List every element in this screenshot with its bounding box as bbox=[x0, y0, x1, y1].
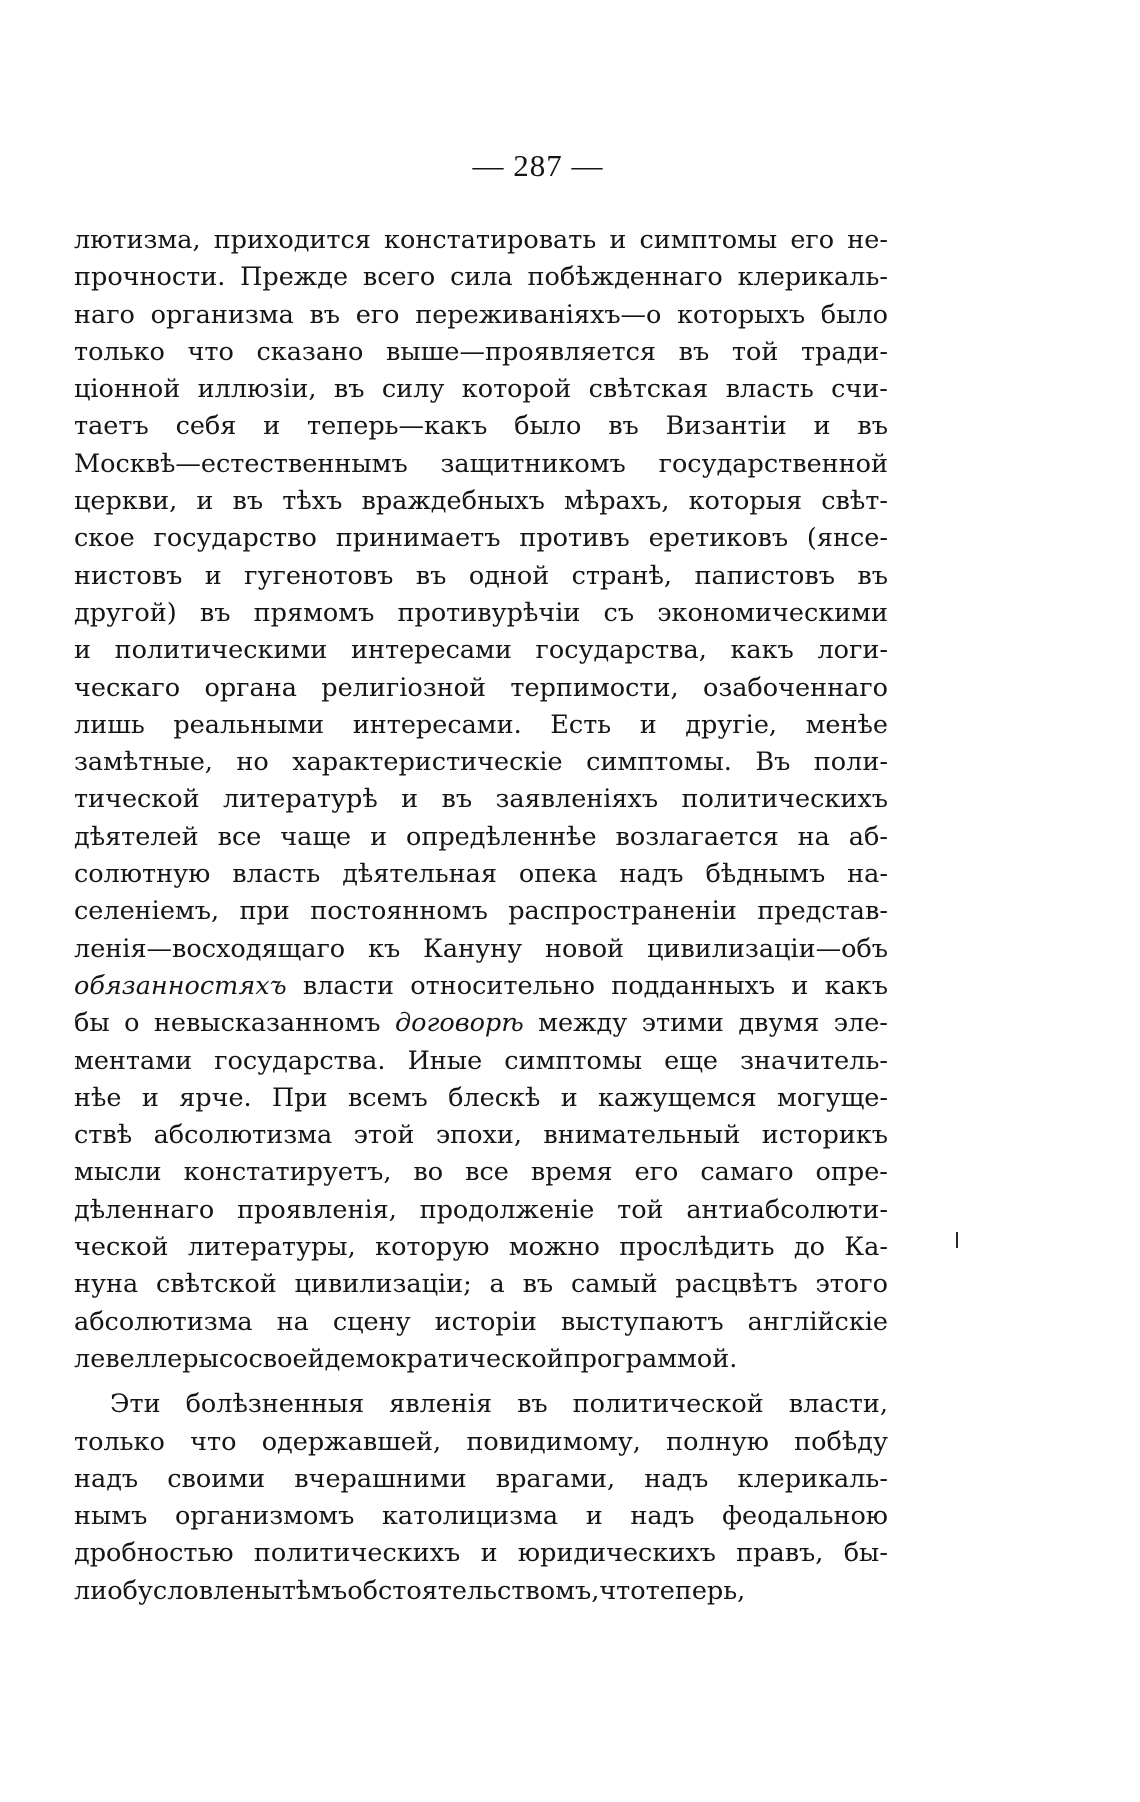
word: опредѣленнѣе bbox=[406, 821, 597, 852]
body-text bbox=[74, 222, 888, 1610]
text-line bbox=[74, 1386, 888, 1423]
paragraph bbox=[74, 1386, 888, 1610]
word: силу bbox=[381, 374, 445, 405]
word: программой. bbox=[563, 1343, 738, 1374]
word: таетъ bbox=[74, 411, 149, 442]
word: государственной bbox=[658, 448, 888, 479]
word: и bbox=[791, 970, 809, 1001]
word: ствѣ bbox=[74, 1120, 133, 1151]
word: дробностью bbox=[74, 1538, 234, 1569]
word: значитель- bbox=[740, 1045, 888, 1076]
word: подданныхъ bbox=[611, 970, 776, 1001]
word: нуна bbox=[74, 1269, 139, 1300]
word: въ bbox=[309, 299, 341, 330]
word: власть bbox=[232, 859, 321, 890]
text-line bbox=[74, 222, 888, 259]
word: до bbox=[793, 1232, 825, 1263]
word: себя bbox=[175, 411, 237, 442]
word: одной bbox=[468, 560, 550, 591]
page-number: — 287 — bbox=[472, 148, 604, 183]
word: надъ bbox=[644, 1463, 709, 1494]
word: органа bbox=[204, 672, 297, 703]
text-line bbox=[74, 1341, 888, 1378]
text-line bbox=[74, 1535, 888, 1572]
word: въ bbox=[608, 411, 639, 442]
word: феодальною bbox=[722, 1501, 888, 1532]
word: все bbox=[217, 821, 262, 852]
word: клерикаль- bbox=[737, 1463, 888, 1494]
word: врагами, bbox=[495, 1463, 616, 1494]
word: При bbox=[272, 1082, 328, 1113]
word: поли- bbox=[813, 747, 888, 778]
text-line bbox=[74, 520, 888, 557]
word: въ bbox=[441, 784, 473, 815]
word: заявленіяхъ bbox=[495, 784, 659, 815]
word: которой bbox=[461, 374, 572, 405]
word: какъ bbox=[824, 970, 888, 1001]
word: нымъ bbox=[74, 1501, 148, 1532]
word: и bbox=[560, 1082, 578, 1113]
word: ли bbox=[74, 1575, 108, 1606]
paragraph bbox=[74, 222, 888, 1378]
word: мѣрахъ, bbox=[564, 486, 670, 517]
word: антиабсолюти- bbox=[686, 1194, 888, 1225]
word: другой) bbox=[74, 597, 177, 628]
word: аб- bbox=[848, 821, 888, 852]
word: и bbox=[196, 486, 214, 517]
word: странѣ, bbox=[571, 560, 673, 591]
word: государства. bbox=[214, 1045, 386, 1076]
word: Въ bbox=[755, 747, 791, 778]
word: въ bbox=[232, 486, 264, 517]
word: выше—проявляется bbox=[386, 336, 656, 367]
word: сцену bbox=[332, 1306, 411, 1337]
word: въ bbox=[678, 336, 710, 367]
word: противъ bbox=[519, 523, 630, 554]
word: и bbox=[585, 1501, 603, 1532]
word: а bbox=[489, 1269, 505, 1300]
word: на- bbox=[847, 859, 888, 890]
word: абсолютизма bbox=[74, 1306, 253, 1337]
word: все bbox=[465, 1157, 509, 1188]
word: мысли bbox=[74, 1157, 162, 1188]
word: въ bbox=[857, 560, 888, 591]
text-line bbox=[74, 931, 888, 968]
word: новой bbox=[545, 933, 625, 964]
word: ярче. bbox=[179, 1082, 252, 1113]
word: государства, bbox=[535, 635, 707, 666]
word: той bbox=[731, 336, 779, 367]
word: литературы, bbox=[187, 1232, 356, 1263]
word: распространеніи bbox=[508, 896, 737, 927]
word: исторіи bbox=[434, 1306, 537, 1337]
word: его bbox=[355, 299, 400, 330]
word: историкъ bbox=[761, 1120, 888, 1151]
word: католицизма bbox=[381, 1501, 559, 1532]
word: государство bbox=[153, 523, 317, 554]
word: литературѣ bbox=[223, 784, 378, 815]
word: ческаго bbox=[74, 672, 181, 703]
word: церкви, bbox=[74, 486, 178, 517]
word: которыхъ bbox=[677, 299, 806, 330]
word: политической bbox=[572, 1389, 764, 1420]
text-line bbox=[74, 297, 888, 334]
word: цивилизаціи; bbox=[294, 1269, 472, 1300]
word: той bbox=[617, 1194, 664, 1225]
word: вчерашними bbox=[294, 1463, 467, 1494]
text-line bbox=[74, 1229, 888, 1266]
word: въ bbox=[199, 597, 231, 628]
word: защитникомъ bbox=[440, 448, 626, 479]
word: реальными bbox=[173, 709, 325, 740]
word: было bbox=[514, 411, 582, 442]
word: нѣе bbox=[74, 1082, 122, 1113]
word: счи- bbox=[831, 374, 888, 405]
word: въ bbox=[517, 1389, 548, 1420]
word: солютную bbox=[74, 859, 211, 890]
word: можно bbox=[508, 1232, 600, 1263]
word: опре- bbox=[815, 1157, 888, 1188]
text-line bbox=[74, 893, 888, 930]
word: лютизма, bbox=[74, 225, 201, 255]
word: и bbox=[204, 560, 222, 591]
word: выступаютъ bbox=[560, 1306, 724, 1337]
word: абсолютизма bbox=[153, 1120, 333, 1151]
word: симптомы bbox=[504, 1045, 642, 1076]
word: невысказанномъ bbox=[153, 1008, 381, 1039]
word: Эти bbox=[110, 1389, 161, 1420]
word: внимательный bbox=[543, 1120, 741, 1151]
word: обусловлены bbox=[107, 1575, 282, 1606]
word: сила bbox=[450, 262, 513, 293]
word: самый bbox=[570, 1269, 658, 1300]
word: (янсе- bbox=[806, 523, 888, 554]
word: и bbox=[370, 821, 388, 852]
word: власти, bbox=[788, 1389, 888, 1420]
word: въ bbox=[333, 374, 365, 405]
word: было bbox=[820, 299, 888, 330]
word: своими bbox=[167, 1463, 266, 1494]
text-line bbox=[74, 1117, 888, 1154]
paragraph-gap bbox=[74, 1378, 888, 1386]
text-line bbox=[74, 595, 888, 632]
word: и bbox=[141, 1082, 159, 1113]
word: Ка- bbox=[844, 1232, 888, 1263]
word: полную bbox=[666, 1426, 769, 1457]
word: власти bbox=[302, 970, 395, 1001]
word: и bbox=[401, 784, 419, 815]
word: враждебныхъ bbox=[361, 486, 545, 517]
word: наго bbox=[74, 299, 135, 330]
word: Москвѣ—естественнымъ bbox=[74, 448, 408, 479]
word: на bbox=[276, 1306, 309, 1337]
word: этой bbox=[353, 1120, 415, 1151]
word: о bbox=[124, 1008, 140, 1039]
word: ческой bbox=[74, 1232, 169, 1263]
word: Кануну bbox=[423, 933, 523, 964]
word: расцвѣтъ bbox=[675, 1269, 798, 1300]
word: возлагается bbox=[615, 821, 779, 852]
word: прямомъ bbox=[253, 597, 375, 628]
word: при bbox=[239, 896, 290, 927]
word: бы bbox=[74, 1008, 110, 1039]
word: надъ bbox=[74, 1463, 139, 1494]
word: цивилизаціи—объ bbox=[646, 933, 888, 964]
word: эле- bbox=[833, 1008, 888, 1039]
word: чаще bbox=[280, 821, 352, 852]
word: дѣятелей bbox=[74, 821, 199, 852]
word: тради- bbox=[800, 336, 888, 367]
word: констатируетъ, bbox=[183, 1157, 392, 1188]
word: побѣжденнаго bbox=[527, 262, 723, 293]
word: юридическихъ bbox=[517, 1538, 716, 1569]
word: сказано bbox=[256, 336, 364, 367]
word: противурѣчіи bbox=[397, 597, 581, 628]
word: организма bbox=[150, 299, 294, 330]
word: что bbox=[187, 336, 234, 367]
word: что bbox=[190, 1426, 237, 1457]
word: правъ, bbox=[736, 1538, 824, 1569]
text-line bbox=[74, 1266, 888, 1303]
text-line bbox=[74, 408, 888, 445]
print-mark bbox=[956, 1232, 958, 1248]
word: организмомъ bbox=[174, 1501, 355, 1532]
word: свѣт- bbox=[821, 486, 888, 517]
word: тической bbox=[74, 784, 200, 815]
word: и bbox=[609, 225, 627, 255]
text-line bbox=[74, 1154, 888, 1191]
emphasized-word: договорѣ bbox=[394, 1008, 524, 1039]
word: проявленія, bbox=[237, 1194, 397, 1225]
word: въ bbox=[857, 411, 888, 442]
word: только bbox=[74, 336, 165, 367]
word: но bbox=[236, 747, 269, 778]
word: болѣзненныя bbox=[185, 1389, 365, 1420]
word: бѣднымъ bbox=[705, 859, 826, 890]
word: констатировать bbox=[384, 225, 597, 255]
text-line bbox=[74, 819, 888, 856]
text-line bbox=[74, 632, 888, 669]
word: со bbox=[218, 1343, 249, 1374]
word: и bbox=[480, 1538, 498, 1569]
word: ленія—восходящаго bbox=[74, 933, 346, 964]
word: симптомы. bbox=[586, 747, 732, 778]
word: кажущемся bbox=[598, 1082, 757, 1113]
word: Византіи bbox=[665, 411, 787, 442]
emphasized-word: обязанностяхъ bbox=[74, 970, 287, 1001]
word: ментами bbox=[74, 1045, 193, 1076]
word: нистовъ bbox=[74, 560, 183, 591]
word: логи- bbox=[817, 635, 888, 666]
word: переживаніяхъ—о bbox=[415, 299, 662, 330]
word: теперь—какъ bbox=[307, 411, 488, 442]
word: Прежде bbox=[240, 262, 349, 293]
text-line bbox=[74, 558, 888, 595]
word: и bbox=[813, 411, 831, 442]
word: между bbox=[538, 1008, 628, 1039]
word: экономическими bbox=[657, 597, 888, 628]
word: селеніемъ, bbox=[74, 896, 220, 927]
word: озабоченнаго bbox=[702, 672, 888, 703]
word: постоянномъ bbox=[310, 896, 488, 927]
word: власть bbox=[725, 374, 814, 405]
text-line bbox=[74, 1080, 888, 1117]
word: другіе, bbox=[685, 709, 778, 740]
word: еще bbox=[664, 1045, 718, 1076]
text-line bbox=[74, 968, 888, 1005]
word: съ bbox=[603, 597, 635, 628]
text-line bbox=[74, 1424, 888, 1461]
text-line bbox=[74, 371, 888, 408]
word: всего bbox=[362, 262, 436, 293]
text-line bbox=[74, 707, 888, 744]
text-line bbox=[74, 744, 888, 781]
text-line bbox=[74, 856, 888, 893]
word: этого bbox=[815, 1269, 888, 1300]
word: тѣхъ bbox=[282, 486, 343, 517]
text-line bbox=[74, 446, 888, 483]
word: еретиковъ bbox=[648, 523, 789, 554]
word: какъ bbox=[730, 635, 794, 666]
text-line bbox=[74, 1192, 888, 1229]
word: его bbox=[634, 1157, 679, 1188]
text-line bbox=[74, 781, 888, 818]
word: всемъ bbox=[347, 1082, 428, 1113]
word: могуще- bbox=[777, 1082, 888, 1113]
word: менѣе bbox=[805, 709, 888, 740]
word: въ bbox=[522, 1269, 554, 1300]
word: терпимости, bbox=[510, 672, 679, 703]
word: принимаетъ bbox=[335, 523, 501, 554]
word: замѣтные, bbox=[74, 747, 213, 778]
word: надъ bbox=[630, 1501, 695, 1532]
word: интересами. bbox=[352, 709, 522, 740]
word: политическими bbox=[114, 635, 328, 666]
word: явленія bbox=[389, 1389, 493, 1420]
word: Есть bbox=[550, 709, 612, 740]
word: и bbox=[639, 709, 657, 740]
word: блескѣ bbox=[448, 1082, 541, 1113]
word: представ- bbox=[757, 896, 888, 927]
word: теперь, bbox=[645, 1575, 746, 1606]
word: прослѣдить bbox=[619, 1232, 775, 1263]
text-line bbox=[74, 1304, 888, 1341]
word: самаго bbox=[700, 1157, 794, 1188]
word: на bbox=[797, 821, 830, 852]
word: продолженіе bbox=[419, 1194, 595, 1225]
word: въ bbox=[415, 560, 447, 591]
word: демократической bbox=[324, 1343, 564, 1374]
word: политическихъ bbox=[681, 784, 888, 815]
word: время bbox=[530, 1157, 613, 1188]
word: одержавшей, bbox=[261, 1426, 442, 1457]
word: ціонной bbox=[74, 374, 181, 405]
word: во bbox=[413, 1157, 444, 1188]
word: гугенотовъ bbox=[244, 560, 394, 591]
word: англійскіе bbox=[747, 1306, 888, 1337]
word: обстоятельствомъ, bbox=[347, 1575, 600, 1606]
word: интересами bbox=[350, 635, 512, 666]
text-line bbox=[74, 334, 888, 371]
word: относительно bbox=[410, 970, 595, 1001]
word: политическихъ bbox=[253, 1538, 461, 1569]
word: религіозной bbox=[321, 672, 487, 703]
text-line bbox=[74, 1573, 888, 1610]
word: тѣмъ bbox=[281, 1575, 348, 1606]
word: надъ bbox=[619, 859, 684, 890]
word: двумя bbox=[738, 1008, 820, 1039]
word: эпохи, bbox=[435, 1120, 522, 1151]
word: ское bbox=[74, 523, 135, 554]
word: бы- bbox=[843, 1538, 888, 1569]
word: не- bbox=[847, 225, 888, 255]
text-line bbox=[74, 1005, 888, 1042]
word: дѣленнаго bbox=[74, 1194, 215, 1225]
word: которыя bbox=[688, 486, 803, 517]
text-line bbox=[74, 1043, 888, 1080]
word: опека bbox=[518, 859, 598, 890]
word: приходится bbox=[213, 225, 371, 255]
word: которую bbox=[375, 1232, 490, 1263]
word: и bbox=[74, 635, 91, 666]
word: прочности. bbox=[74, 262, 226, 293]
word: левеллеры bbox=[74, 1343, 219, 1374]
text-line bbox=[74, 670, 888, 707]
word: свѣтской bbox=[156, 1269, 277, 1300]
word: своей bbox=[248, 1343, 325, 1374]
text-line bbox=[74, 483, 888, 520]
text-line bbox=[74, 1461, 888, 1498]
word: папистовъ bbox=[694, 560, 835, 591]
word: клерикаль- bbox=[737, 262, 888, 293]
word: только bbox=[74, 1426, 165, 1457]
word: побѣду bbox=[794, 1426, 888, 1457]
word: характеристическіе bbox=[292, 747, 563, 778]
word: иллюзіи, bbox=[197, 374, 317, 405]
word: что bbox=[599, 1575, 646, 1606]
word: дѣятельная bbox=[342, 859, 497, 890]
word: симптомы bbox=[639, 225, 778, 255]
word: его bbox=[790, 225, 835, 255]
text-line bbox=[74, 1498, 888, 1535]
word: Иные bbox=[407, 1045, 483, 1076]
word: повидимому, bbox=[466, 1426, 641, 1457]
word: свѣтская bbox=[588, 374, 709, 405]
word: этими bbox=[641, 1008, 724, 1039]
word: къ bbox=[368, 933, 401, 964]
word: и bbox=[263, 411, 281, 442]
text-line bbox=[74, 259, 888, 296]
word: лишь bbox=[74, 709, 145, 740]
